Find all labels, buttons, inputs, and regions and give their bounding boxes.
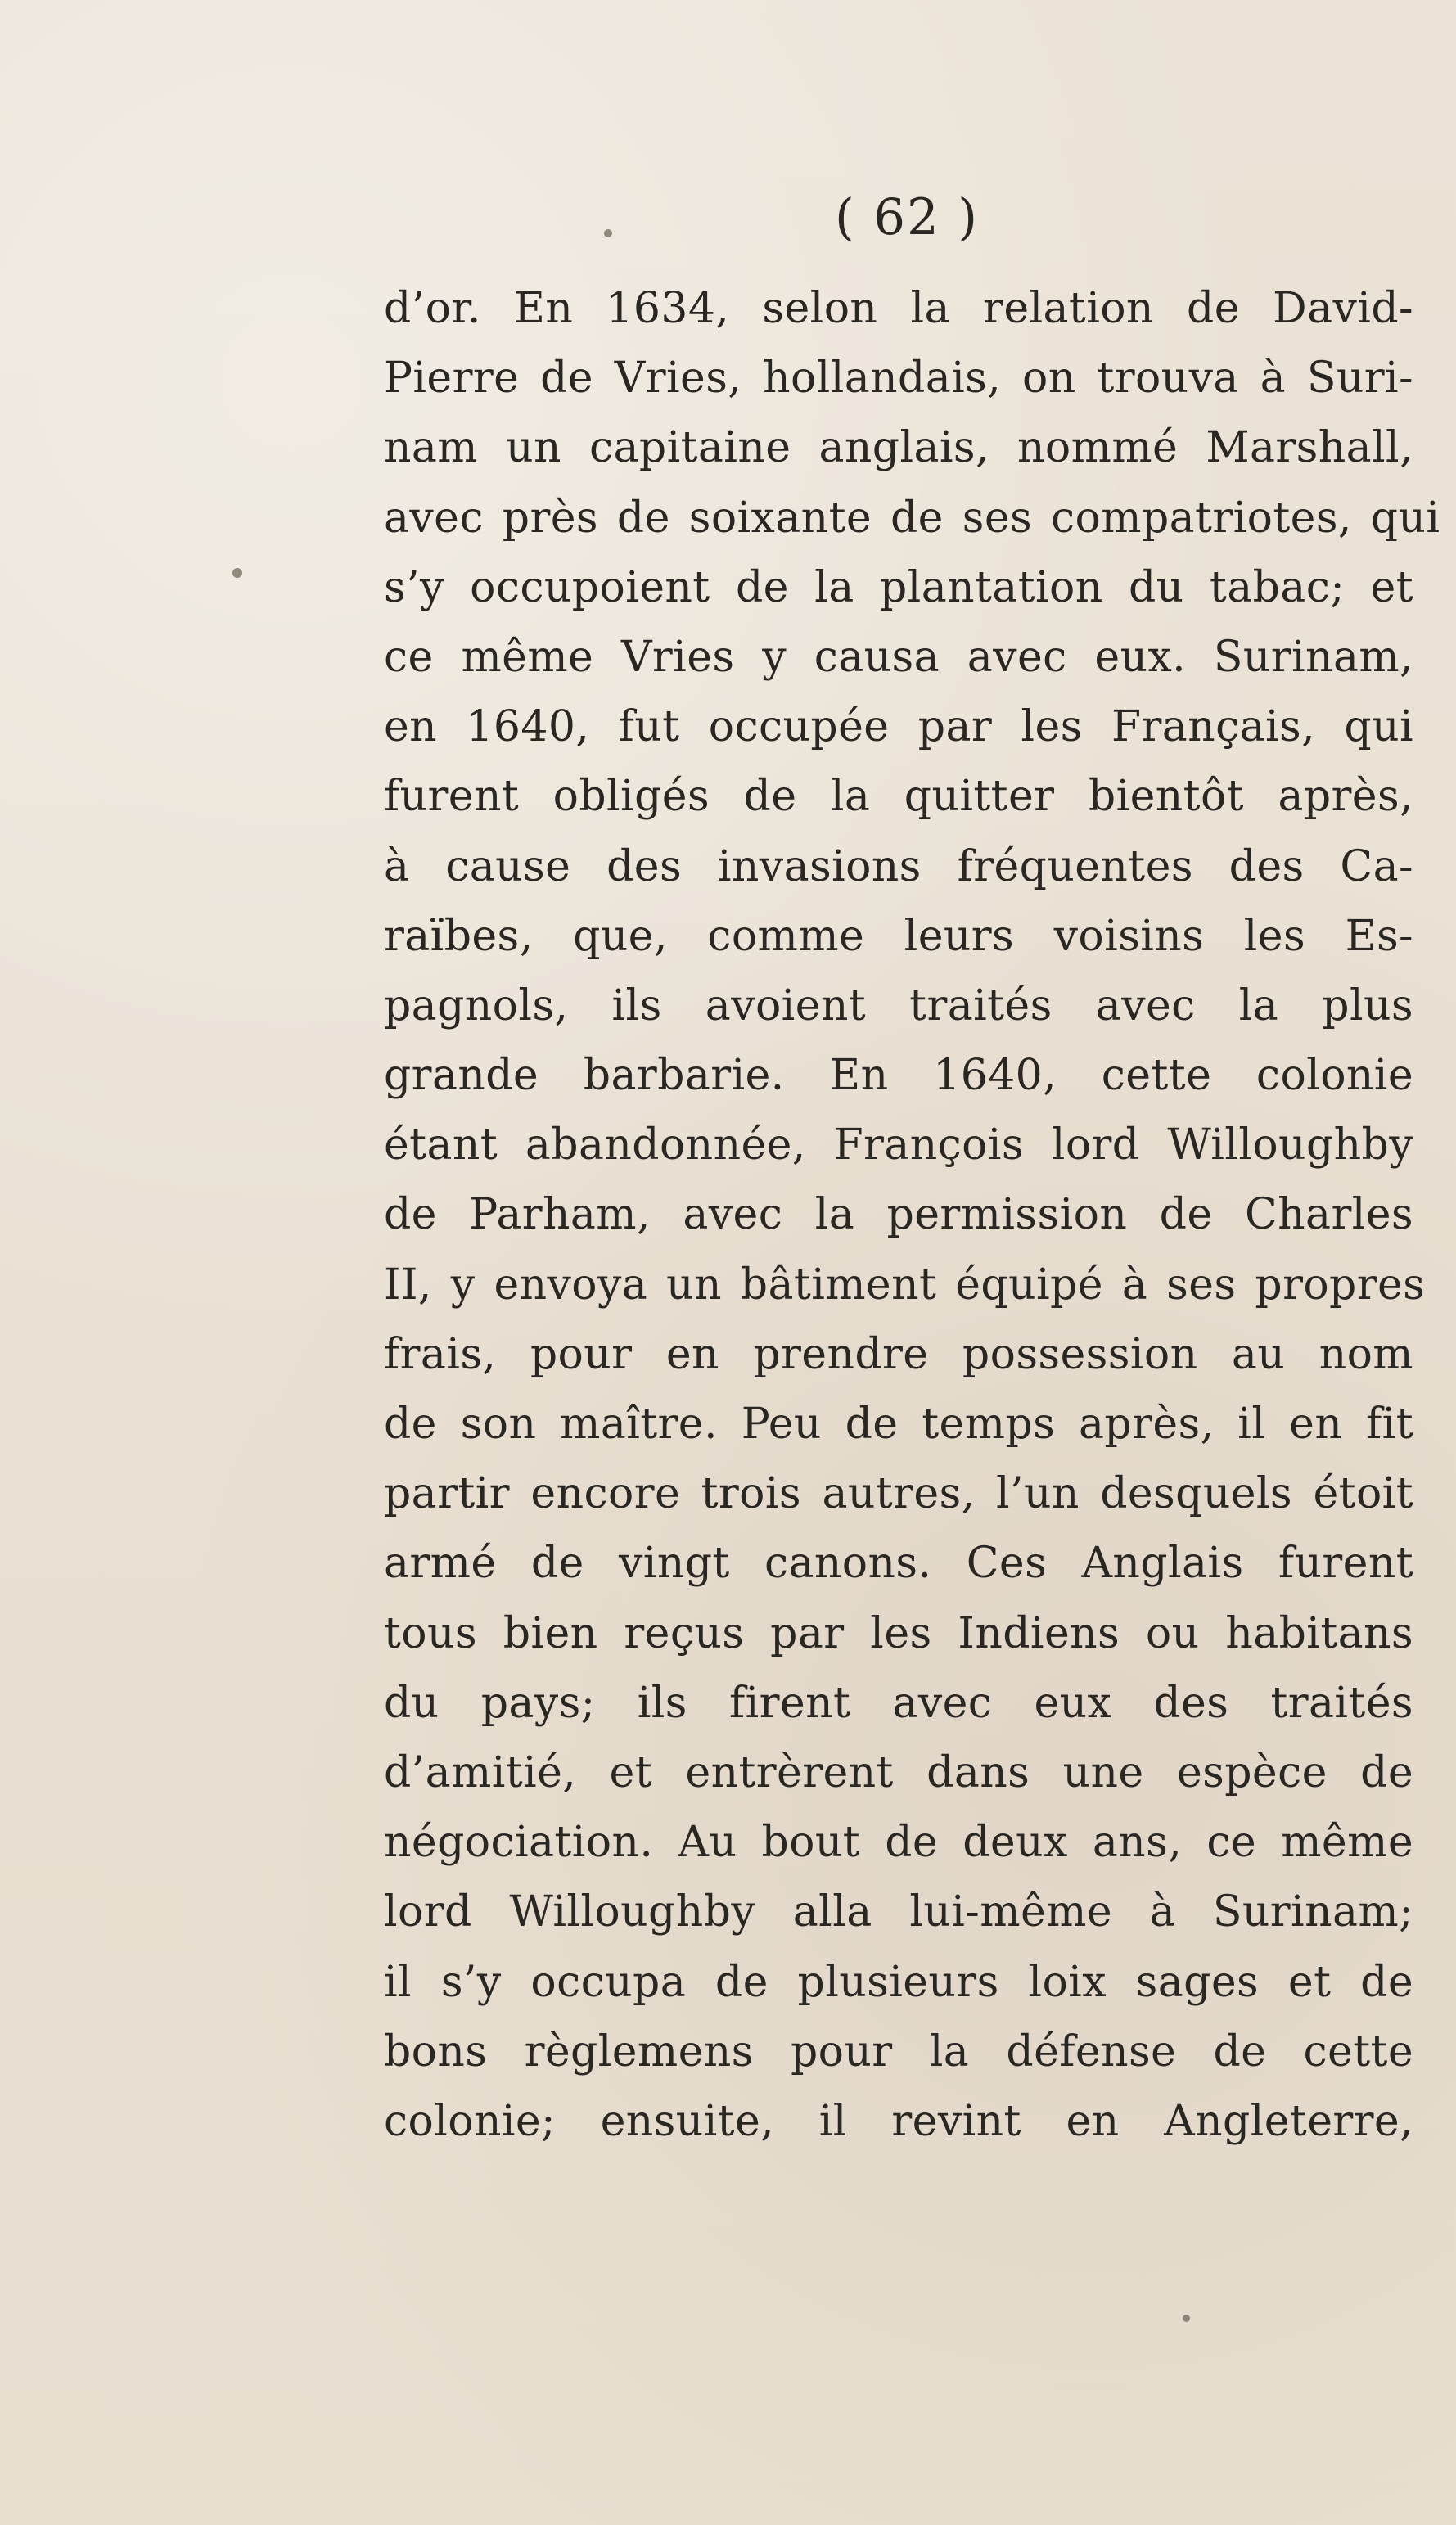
ink-spot: [1183, 2315, 1190, 2322]
text-line: armé de vingt canons. Ces Anglais furent: [384, 1539, 1413, 1589]
text-line: étant abandonnée, François lord Willoughby: [384, 1120, 1413, 1170]
text-line: du pays; ils firent avec eux des traités: [384, 1678, 1413, 1728]
text-line: avec près de soixante de ses compatriotes, qui: [384, 493, 1440, 543]
text-line: nam un capitaine anglais, nommé Marshall,: [384, 423, 1413, 473]
page-number: ( 62 ): [835, 188, 979, 246]
text-line: colonie; ensuite, il revint en Angleterre,: [384, 2096, 1413, 2146]
text-line: furent obligés de la quitter bientôt après,: [384, 772, 1413, 822]
text-line: d’or. En 1634, selon la relation de David-: [384, 284, 1413, 333]
text-line: frais, pour en prendre possession au nom: [384, 1329, 1413, 1379]
text-line: de son maître. Peu de temps après, il en fit: [384, 1400, 1413, 1449]
text-line: ce même Vries y causa avec eux. Surinam,: [384, 632, 1413, 682]
text-line: bons règlemens pour la défense de cette: [384, 2027, 1413, 2076]
text-line: lord Willoughby alla lui-même à Surinam;: [384, 1887, 1413, 1937]
text-line: partir encore trois autres, l’un desquels étoit: [384, 1469, 1413, 1519]
text-line: il s’y occupa de plusieurs loix sages et de: [384, 1957, 1413, 2007]
text-line: négociation. Au bout de deux ans, ce même: [384, 1818, 1413, 1868]
body-text: [384, 274, 1440, 2157]
text-line: en 1640, fut occupée par les Français, qui: [384, 702, 1413, 752]
text-line: raïbes, que, comme leurs voisins les Es-: [384, 911, 1413, 961]
text-line: pagnols, ils avoient traités avec la plus: [384, 981, 1413, 1030]
text-line: Pierre de Vries, hollandais, on trouva à Suri-: [384, 354, 1413, 404]
text-line: à cause des invasions fréquentes des Ca-: [384, 841, 1413, 891]
text-line: grande barbarie. En 1640, cette colonie: [384, 1051, 1413, 1101]
text-line: s’y occupoient de la plantation du tabac; et: [384, 562, 1413, 612]
text-line: II, y envoya un bâtiment équipé à ses propres: [384, 1260, 1426, 1310]
text-line: tous bien reçus par les Indiens ou habitans: [384, 1608, 1413, 1658]
ink-spot: [604, 229, 612, 237]
text-line: d’amitié, et entrèrent dans une espèce de: [384, 1747, 1413, 1797]
text-line: de Parham, avec la permission de Charles: [384, 1190, 1413, 1240]
ink-spot: [232, 568, 242, 578]
